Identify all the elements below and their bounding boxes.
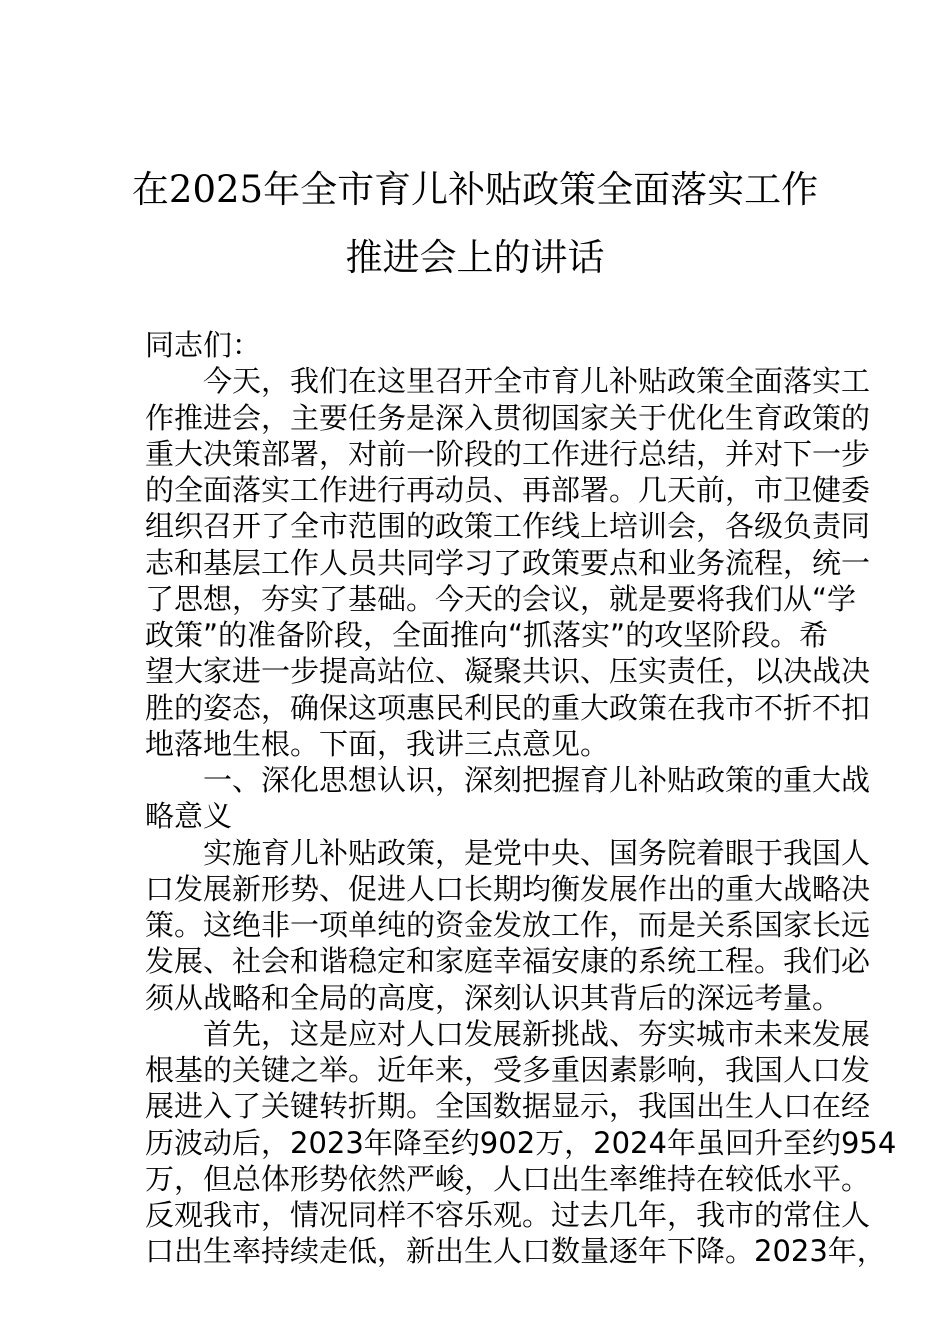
text-line: 政策”的准备阶段，全面推向“抓落实”的攻坚阶段。希: [145, 618, 829, 652]
text-line: 首先，这是应对人口发展新挑战、夯实城市未来发展: [203, 1016, 871, 1051]
text-line: 口出生率持续走低，新出生人口数量逐年下降。2023年，: [145, 1234, 886, 1269]
text-line: 组织召开了全市范围的政策工作线上培训会，各级负责同: [145, 509, 871, 544]
document-title-line-1: 在2025年全市育儿补贴政策全面落实工作: [131, 168, 819, 211]
salutation: 同志们：: [145, 328, 262, 362]
text-line: 了思想，夯实了基础。今天的会议，就是要将我们从“学: [145, 581, 857, 616]
text-line: 口发展新形势、促进人口长期均衡发展作出的重大战略决: [145, 871, 871, 906]
text-line: 胜的姿态，确保这项惠民利民的重大政策在我市不折不扣: [145, 690, 871, 725]
document-body: [145, 327, 897, 1270]
document-title-line-2: 推进会上的讲话: [345, 236, 605, 279]
text-line: 历波动后，2023年降至约902万，2024年虽回升至约954: [145, 1125, 897, 1160]
text-line: 地落地生根。下面，我讲三点意见。: [145, 726, 610, 761]
text-line: 作推进会，主要任务是深入贯彻国家关于优化生育政策的: [145, 400, 871, 435]
text-line: 重大决策部署，对前一阶段的工作进行总结，并对下一步: [145, 436, 871, 471]
text-line: 实施育儿补贴政策，是党中央、国务院着眼于我国人: [203, 835, 871, 870]
text-line: 策。这绝非一项单纯的资金发放工作，而是关系国家长远: [145, 908, 871, 942]
text-line: 今天，我们在这里召开全市育儿补贴政策全面落实工: [203, 364, 871, 399]
text-line: 的全面落实工作进行再动员、再部署。几天前，市卫健委: [145, 473, 871, 507]
text-line: 万，但总体形势依然严峻，人口出生率维持在较低水平。: [145, 1161, 871, 1196]
text-line: 展进入了关键转折期。全国数据显示，我国出生人口在经: [145, 1089, 871, 1124]
text-line: 志和基层工作人员共同学习了政策要点和业务流程，统一: [145, 545, 871, 580]
text-line: 须从战略和全局的高度，深刻认识其背后的深远考量。: [145, 980, 842, 1015]
text-line: 反观我市，情况同样不容乐观。过去几年，我市的常住人: [145, 1198, 871, 1232]
text-line: 发展、社会和谐稳定和家庭幸福安康的系统工程。我们必: [145, 944, 871, 979]
section-heading-cont: 略意义: [145, 799, 233, 834]
text-line: 望大家进一步提高站位、凝聚共识、压实责任，以决战决: [145, 654, 871, 689]
section-heading: 一、深化思想认识，深刻把握育儿补贴政策的重大战: [203, 763, 871, 797]
text-line: 根基的关键之举。近年来，受多重因素影响，我国人口发: [145, 1053, 871, 1087]
